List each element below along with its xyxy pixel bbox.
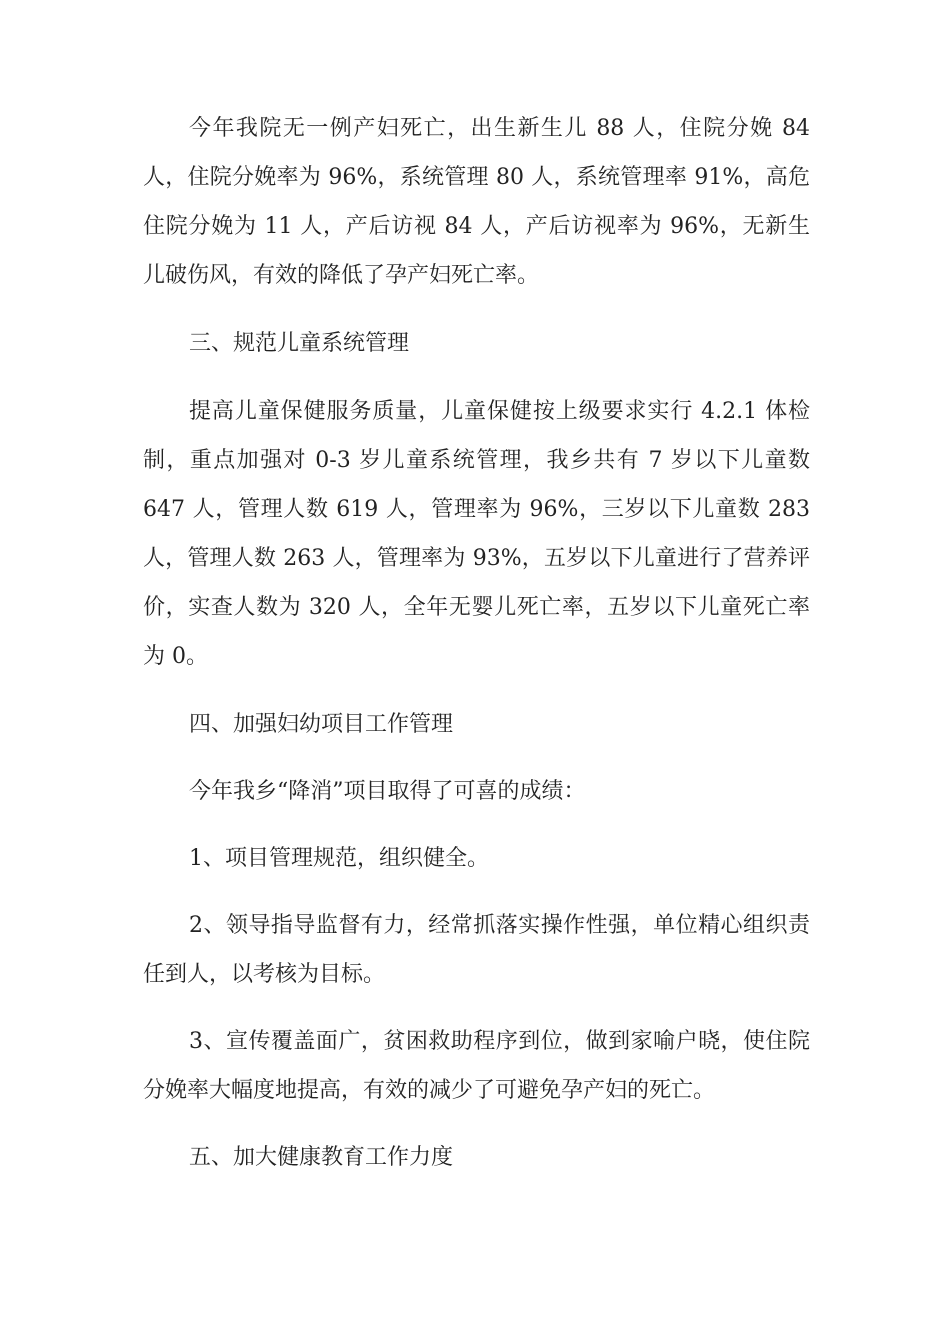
section-heading-child-management: 三、规范儿童系统管理 xyxy=(189,331,410,356)
paragraph-maternal-stats: 今年我院无一例产妇死亡，出生新生儿 88 人，住院分娩 84 人，住院分娩率为 96%，系统管理 80 人，系统管理率 91%，高危住院分娩为 11 人，产后访视 84 人，产后访视率为 96%，无新生儿破伤风，有效的降低了孕产妇死亡率。 xyxy=(143,116,810,288)
paragraph-project-intro: 今年我乡“降消”项目取得了可喜的成绩： xyxy=(189,779,586,804)
section-heading-project-management: 四、加强妇幼项目工作管理 xyxy=(189,712,454,737)
document-body xyxy=(143,104,810,1182)
paragraph-child-health-stats: 提高儿童保健服务质量，儿童保健按上级要求实行 4.2.1 体检制，重点加强对 0-3 岁儿童系统管理，我乡共有 7 岁以下儿童数 647 人，管理人数 619 人，管理率为 96%，三岁以下儿童数 283 人，管理人数 263 人，管理率为 93%，五岁以下儿童进行了营养评价，实查人数为 320 人，全年无婴儿死亡率，五岁以下儿童死亡率为 0。 xyxy=(143,399,810,669)
section-heading-health-education: 五、加大健康教育工作力度 xyxy=(189,1145,454,1170)
list-item-1: 1、项目管理规范，组织健全。 xyxy=(189,846,489,871)
list-item-2: 2、领导指导监督有力，经常抓落实操作性强，单位精心组织责任到人，以考核为目标。 xyxy=(143,913,810,987)
list-item-3: 3、宣传覆盖面广，贫困救助程序到位，做到家喻户晓，使住院分娩率大幅度地提高，有效的减少了可避免孕产妇的死亡。 xyxy=(143,1029,810,1103)
